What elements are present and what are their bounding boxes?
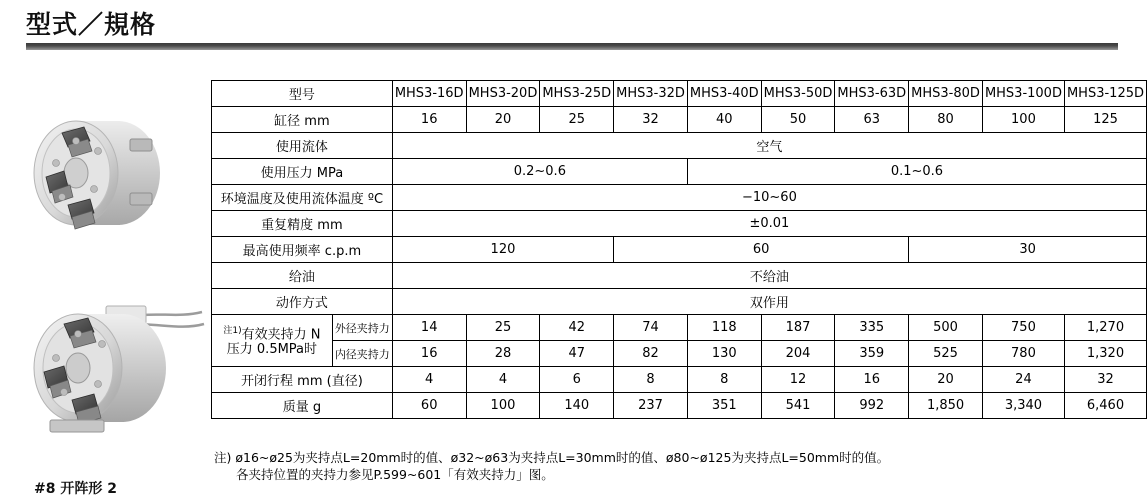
cell: 1,270 — [1064, 315, 1146, 341]
row-label: 使用压力 MPa — [212, 159, 393, 185]
cell-merged: 不给油 — [392, 263, 1146, 289]
cell: 50 — [761, 107, 835, 133]
page-title: 型式／規格 — [26, 10, 157, 39]
row-label: 给油 — [212, 263, 393, 289]
product-photo-top — [10, 85, 205, 260]
table-row — [212, 159, 1147, 185]
cell: 74 — [614, 315, 688, 341]
footnote-line-2: 各夹持位置的夹持力参见P.599~601「有效夹持力」图。 — [236, 467, 554, 482]
cell: 4 — [466, 367, 540, 393]
cell-merged: 0.1~0.6 — [687, 159, 1146, 185]
header-model-0: MHS3-16D — [392, 81, 466, 107]
cell: 32 — [1064, 367, 1146, 393]
cell: 3,340 — [982, 393, 1064, 419]
cell: 16 — [835, 367, 909, 393]
header-model-label: 型号 — [212, 81, 393, 107]
cell: 6,460 — [1064, 393, 1146, 419]
cell: 237 — [614, 393, 688, 419]
cell: 40 — [687, 107, 761, 133]
footnote-marker: 注1) — [223, 325, 242, 336]
bottom-partial-heading: #8 开阵形 2 — [34, 481, 117, 497]
table-row — [212, 211, 1147, 237]
table-row — [212, 367, 1147, 393]
cell: 16 — [392, 341, 466, 367]
cell-merged: 空气 — [392, 133, 1146, 159]
specification-table — [211, 80, 1147, 419]
heading-rule — [26, 43, 1118, 50]
row-label: 重复精度 mm — [212, 211, 393, 237]
sub-label-outer: 外径夹持力 — [332, 315, 392, 341]
footnote-line-1: 注) ø16~ø25为夹持点L=20mm时的值、ø32~ø63为夹持点L=30mm时的值、ø80~ø125为夹持点L=50mm时的值。 — [214, 450, 890, 465]
table-header-row — [212, 81, 1147, 107]
specification-table-wrapper — [211, 80, 1147, 419]
cell: 1,850 — [909, 393, 983, 419]
row-label: 动作方式 — [212, 289, 393, 315]
table-row — [212, 185, 1147, 211]
table-row — [212, 237, 1147, 263]
cell: 541 — [761, 393, 835, 419]
cell: 140 — [540, 393, 614, 419]
row-label: 环境温度及使用流体温度 ºC — [212, 185, 393, 211]
table-row — [212, 263, 1147, 289]
cell: 525 — [909, 341, 983, 367]
header-model-2: MHS3-25D — [540, 81, 614, 107]
cell: 100 — [466, 393, 540, 419]
table-row-force-inner — [212, 341, 1147, 367]
cell: 118 — [687, 315, 761, 341]
cell: 60 — [392, 393, 466, 419]
cell: 750 — [982, 315, 1064, 341]
cell-merged: 60 — [614, 237, 909, 263]
header-model-7: MHS3-80D — [909, 81, 983, 107]
cell-merged: ±0.01 — [392, 211, 1146, 237]
row-label-force: $^{注1)}$有效夹持力 N 压力 0.5MPa时 — [212, 315, 333, 367]
header-model-1: MHS3-20D — [466, 81, 540, 107]
cell: 82 — [614, 341, 688, 367]
cell: 32 — [614, 107, 688, 133]
cell: 335 — [835, 315, 909, 341]
cell: 4 — [392, 367, 466, 393]
cell: 359 — [835, 341, 909, 367]
header-model-4: MHS3-40D — [687, 81, 761, 107]
gripper-image-bottom — [10, 272, 205, 452]
cell: 80 — [909, 107, 983, 133]
product-photos — [10, 85, 205, 455]
page-heading — [26, 10, 1126, 50]
cell: 8 — [687, 367, 761, 393]
row-label: 最高使用频率 c.p.m — [212, 237, 393, 263]
table-row — [212, 107, 1147, 133]
table-row — [212, 393, 1147, 419]
cell: 20 — [909, 367, 983, 393]
row-label: 缸径 mm — [212, 107, 393, 133]
cell: 500 — [909, 315, 983, 341]
cell-merged: 120 — [392, 237, 613, 263]
cell: 125 — [1064, 107, 1146, 133]
cell: 351 — [687, 393, 761, 419]
cell: 42 — [540, 315, 614, 341]
cell: 6 — [540, 367, 614, 393]
header-model-9: MHS3-125D — [1064, 81, 1146, 107]
cell: 992 — [835, 393, 909, 419]
header-model-3: MHS3-32D — [614, 81, 688, 107]
cell-merged: 0.2~0.6 — [392, 159, 687, 185]
cell: 14 — [392, 315, 466, 341]
cell-merged: −10~60 — [392, 185, 1146, 211]
row-label: 质量 g — [212, 393, 393, 419]
cell: 25 — [466, 315, 540, 341]
cell: 130 — [687, 341, 761, 367]
cell: 8 — [614, 367, 688, 393]
table-row — [212, 289, 1147, 315]
cell-merged: 30 — [909, 237, 1147, 263]
cell: 24 — [982, 367, 1064, 393]
cell: 47 — [540, 341, 614, 367]
cell: 16 — [392, 107, 466, 133]
table-body — [212, 81, 1147, 419]
footnotes — [214, 449, 889, 483]
header-model-6: MHS3-63D — [835, 81, 909, 107]
cell: 25 — [540, 107, 614, 133]
cell: 63 — [835, 107, 909, 133]
product-photo-bottom — [10, 272, 205, 452]
gripper-image-top — [10, 85, 205, 260]
cell: 1,320 — [1064, 341, 1146, 367]
cell: 204 — [761, 341, 835, 367]
cell: 100 — [982, 107, 1064, 133]
cell: 12 — [761, 367, 835, 393]
cell: 187 — [761, 315, 835, 341]
header-model-8: MHS3-100D — [982, 81, 1064, 107]
cell: 28 — [466, 341, 540, 367]
cell-merged: 双作用 — [392, 289, 1146, 315]
cell: 20 — [466, 107, 540, 133]
row-label: 开闭行程 mm (直径) — [212, 367, 393, 393]
table-row-force-outer — [212, 315, 1147, 341]
header-model-5: MHS3-50D — [761, 81, 835, 107]
table-row — [212, 133, 1147, 159]
cell: 780 — [982, 341, 1064, 367]
sub-label-inner: 内径夹持力 — [332, 341, 392, 367]
row-label: 使用流体 — [212, 133, 393, 159]
